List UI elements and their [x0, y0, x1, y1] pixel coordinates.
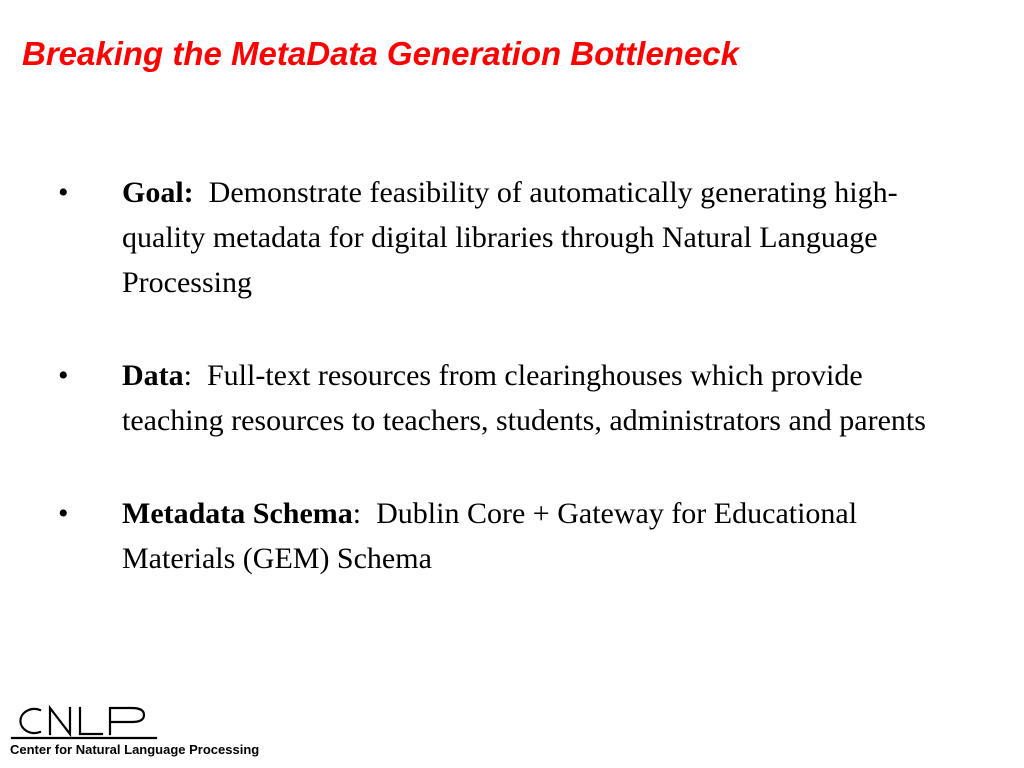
bullet-term-suffix: :: [183, 359, 192, 392]
logo-caption: Center for Natural Language Processing: [10, 742, 260, 757]
bullet-text: Demonstrate feasibility of automatically generating high-quality metadata for digital libraries through Natural Language Processing: [122, 176, 898, 299]
bullet-term: Goal:: [122, 176, 194, 209]
bullet-term: Metadata Schema: [122, 497, 353, 530]
cnlp-logo: [10, 702, 270, 762]
bullet-item-metadata-schema: [0, 491, 1024, 581]
bullet-marker: •: [58, 359, 69, 392]
bullet-marker: •: [58, 497, 69, 530]
bullet-text: Full-text resources from clearinghouses which provide teaching resources to teachers, students, administrators and parents: [122, 359, 926, 437]
bullet-term-suffix: :: [352, 497, 362, 530]
bullet-list: [0, 170, 1024, 629]
bullet-text: Dublin Core + Gateway for Educational Materials (GEM) Schema: [122, 497, 865, 575]
bullet-item-data: [0, 353, 1024, 443]
bullet-term: Data: [122, 359, 184, 392]
bullet-marker: •: [58, 176, 69, 209]
slide-title: Breaking the MetaData Generation Bottleneck: [22, 35, 740, 72]
bullet-item-goal: [0, 170, 1024, 305]
cnlp-wordmark-logo: [10, 702, 160, 742]
